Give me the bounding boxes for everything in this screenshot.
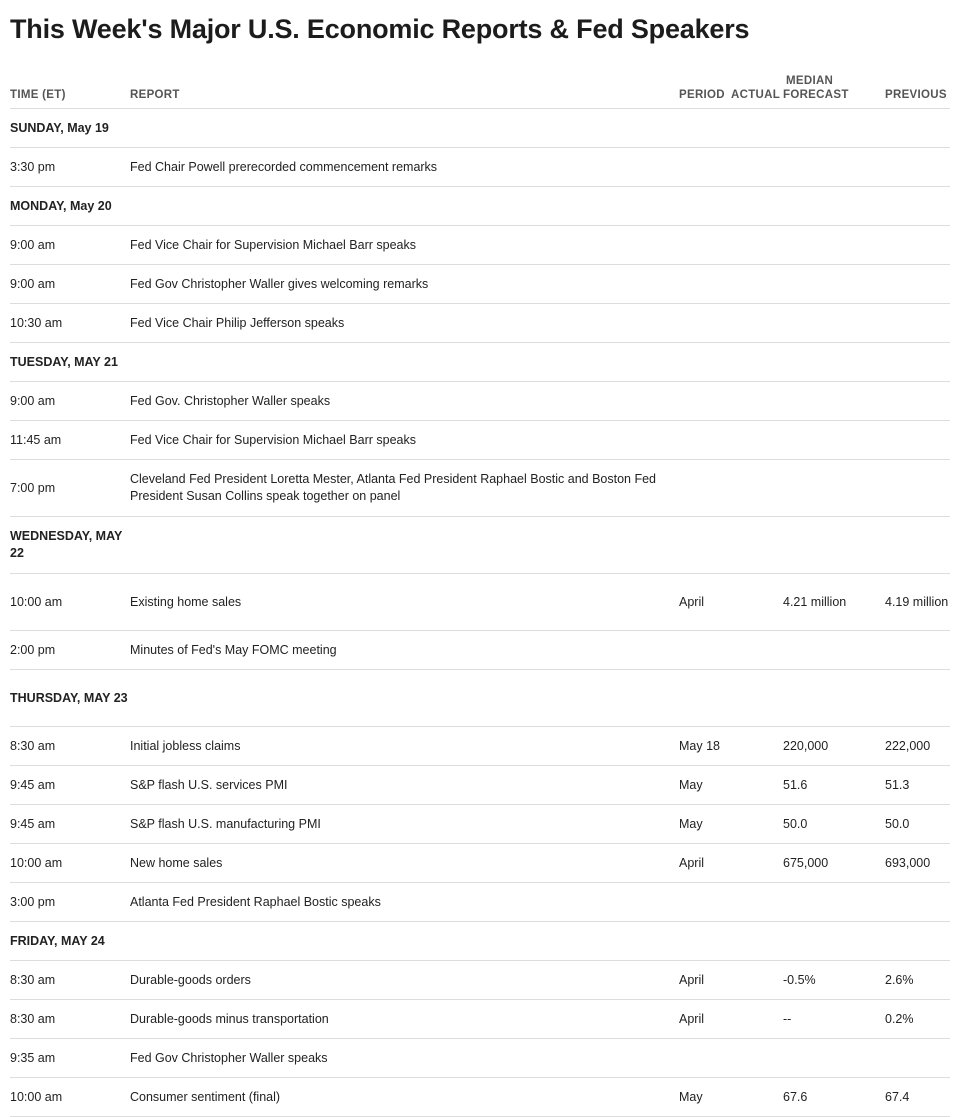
- cell-actual: [731, 148, 783, 187]
- cell-previous: [885, 1039, 950, 1078]
- cell-period: May: [679, 766, 731, 805]
- cell-report: Fed Gov Christopher Waller speaks: [130, 1039, 679, 1078]
- cell-report: Cleveland Fed President Loretta Mester, Atlanta Fed President Raphael Bostic and Boston Fed President Susan Collins speak together on panel: [130, 460, 679, 517]
- day-spacer: [130, 343, 950, 382]
- cell-time: 10:00 am: [10, 574, 130, 631]
- cell-actual: [731, 1078, 783, 1117]
- cell-report: Durable-goods minus transportation: [130, 1000, 679, 1039]
- cell-time: 11:45 am: [10, 421, 130, 460]
- cell-report: Fed Gov. Christopher Waller speaks: [130, 382, 679, 421]
- cell-report: Consumer sentiment (final): [130, 1078, 679, 1117]
- table-row: [10, 1078, 950, 1117]
- table-row: [10, 805, 950, 844]
- cell-report: Atlanta Fed President Raphael Bostic speaks: [130, 883, 679, 922]
- cell-previous: [885, 883, 950, 922]
- day-spacer: [130, 517, 950, 574]
- cell-period: April: [679, 961, 731, 1000]
- cell-report: Minutes of Fed's May FOMC meeting: [130, 631, 679, 670]
- day-label: TUESDAY, MAY 21: [10, 343, 130, 382]
- cell-actual: [731, 265, 783, 304]
- col-previous: PREVIOUS: [885, 60, 950, 109]
- cell-period: April: [679, 844, 731, 883]
- cell-report: Fed Vice Chair for Supervision Michael Barr speaks: [130, 421, 679, 460]
- cell-actual: [731, 382, 783, 421]
- day-spacer: [130, 109, 950, 148]
- cell-time: 7:00 pm: [10, 460, 130, 517]
- cell-report: Existing home sales: [130, 574, 679, 631]
- cell-report: Fed Gov Christopher Waller gives welcoming remarks: [130, 265, 679, 304]
- col-time: TIME (ET): [10, 60, 130, 109]
- cell-previous: [885, 265, 950, 304]
- cell-forecast: 67.6: [783, 1078, 885, 1117]
- cell-report: S&P flash U.S. manufacturing PMI: [130, 805, 679, 844]
- cell-report: New home sales: [130, 844, 679, 883]
- cell-time: 9:45 am: [10, 766, 130, 805]
- cell-forecast: [783, 883, 885, 922]
- cell-time: 9:00 am: [10, 226, 130, 265]
- table-header: [10, 60, 950, 109]
- day-header-row: [10, 343, 950, 382]
- cell-forecast: [783, 304, 885, 343]
- cell-previous: 50.0: [885, 805, 950, 844]
- cell-previous: [885, 148, 950, 187]
- day-label: MONDAY, May 20: [10, 187, 130, 226]
- cell-forecast: [783, 265, 885, 304]
- cell-forecast: --: [783, 1000, 885, 1039]
- cell-forecast: 220,000: [783, 727, 885, 766]
- table-row: [10, 574, 950, 631]
- cell-period: [679, 304, 731, 343]
- cell-period: April: [679, 574, 731, 631]
- day-label: THURSDAY, MAY 23: [10, 670, 130, 727]
- cell-period: May 18: [679, 727, 731, 766]
- cell-forecast: [783, 421, 885, 460]
- cell-actual: [731, 961, 783, 1000]
- cell-previous: [885, 382, 950, 421]
- cell-report: Fed Vice Chair for Supervision Michael Barr speaks: [130, 226, 679, 265]
- cell-time: 9:45 am: [10, 805, 130, 844]
- table-row: [10, 265, 950, 304]
- day-spacer: [130, 670, 950, 727]
- table-row: [10, 226, 950, 265]
- cell-time: 8:30 am: [10, 1000, 130, 1039]
- cell-time: 10:00 am: [10, 1078, 130, 1117]
- cell-actual: [731, 883, 783, 922]
- cell-previous: [885, 304, 950, 343]
- cell-report: Fed Vice Chair Philip Jefferson speaks: [130, 304, 679, 343]
- cell-forecast: -0.5%: [783, 961, 885, 1000]
- cell-actual: [731, 631, 783, 670]
- day-label: FRIDAY, MAY 24: [10, 922, 130, 961]
- cell-period: April: [679, 1000, 731, 1039]
- cell-actual: [731, 460, 783, 517]
- day-header-row: [10, 922, 950, 961]
- cell-forecast: 4.21 million: [783, 574, 885, 631]
- table-row: [10, 766, 950, 805]
- cell-previous: 222,000: [885, 727, 950, 766]
- day-header-row: [10, 187, 950, 226]
- table-row: [10, 844, 950, 883]
- cell-previous: 51.3: [885, 766, 950, 805]
- table-row: [10, 883, 950, 922]
- cell-previous: [885, 460, 950, 517]
- cell-previous: 67.4: [885, 1078, 950, 1117]
- cell-time: 2:00 pm: [10, 631, 130, 670]
- cell-previous: [885, 421, 950, 460]
- cell-forecast: 51.6: [783, 766, 885, 805]
- cell-period: [679, 265, 731, 304]
- day-header-row: [10, 670, 950, 727]
- cell-period: [679, 460, 731, 517]
- cell-period: [679, 421, 731, 460]
- cell-actual: [731, 421, 783, 460]
- day-header-row: [10, 517, 950, 574]
- table-row: [10, 304, 950, 343]
- cell-time: 9:00 am: [10, 382, 130, 421]
- cell-period: [679, 631, 731, 670]
- col-report: REPORT: [130, 60, 679, 109]
- cell-forecast: [783, 226, 885, 265]
- cell-forecast: [783, 631, 885, 670]
- cell-forecast: [783, 1039, 885, 1078]
- table-row: [10, 382, 950, 421]
- cell-forecast: 675,000: [783, 844, 885, 883]
- cell-time: 10:00 am: [10, 844, 130, 883]
- cell-forecast: [783, 148, 885, 187]
- table-row: [10, 1000, 950, 1039]
- cell-time: 3:00 pm: [10, 883, 130, 922]
- day-label: SUNDAY, May 19: [10, 109, 130, 148]
- cell-period: [679, 382, 731, 421]
- day-spacer: [130, 922, 950, 961]
- cell-previous: 2.6%: [885, 961, 950, 1000]
- cell-report: Initial jobless claims: [130, 727, 679, 766]
- table-row: [10, 148, 950, 187]
- cell-report: Fed Chair Powell prerecorded commencement remarks: [130, 148, 679, 187]
- cell-report: S&P flash U.S. services PMI: [130, 766, 679, 805]
- day-spacer: [130, 187, 950, 226]
- cell-report: Durable-goods orders: [130, 961, 679, 1000]
- cell-actual: [731, 1000, 783, 1039]
- cell-actual: [731, 226, 783, 265]
- page-title: This Week's Major U.S. Economic Reports & Fed Speakers: [10, 14, 750, 44]
- cell-period: [679, 883, 731, 922]
- cell-time: 9:00 am: [10, 265, 130, 304]
- table-row: [10, 631, 950, 670]
- cell-actual: [731, 1039, 783, 1078]
- col-actual: ACTUAL: [731, 60, 783, 109]
- col-forecast: [783, 60, 885, 109]
- cell-time: 10:30 am: [10, 304, 130, 343]
- economic-calendar-table: [10, 60, 950, 1117]
- table-row: [10, 421, 950, 460]
- day-label: WEDNESDAY, MAY 22: [10, 517, 130, 574]
- cell-time: 8:30 am: [10, 961, 130, 1000]
- cell-actual: [731, 766, 783, 805]
- day-header-row: [10, 109, 950, 148]
- cell-forecast: [783, 382, 885, 421]
- cell-actual: [731, 805, 783, 844]
- col-period: PERIOD: [679, 60, 731, 109]
- cell-actual: [731, 844, 783, 883]
- cell-actual: [731, 574, 783, 631]
- cell-period: May: [679, 805, 731, 844]
- table-row: [10, 460, 950, 517]
- cell-previous: 4.19 million: [885, 574, 950, 631]
- cell-time: 8:30 am: [10, 727, 130, 766]
- cell-period: [679, 226, 731, 265]
- cell-period: [679, 1039, 731, 1078]
- cell-previous: [885, 226, 950, 265]
- table-row: [10, 1039, 950, 1078]
- cell-forecast: 50.0: [783, 805, 885, 844]
- cell-period: [679, 148, 731, 187]
- table-row: [10, 961, 950, 1000]
- cell-previous: 0.2%: [885, 1000, 950, 1039]
- col-forecast-top: MEDIAN: [786, 75, 834, 87]
- cell-period: May: [679, 1078, 731, 1117]
- cell-time: 3:30 pm: [10, 148, 130, 187]
- cell-forecast: [783, 460, 885, 517]
- cell-previous: 693,000: [885, 844, 950, 883]
- cell-time: 9:35 am: [10, 1039, 130, 1078]
- col-forecast-label: FORECAST: [783, 89, 849, 101]
- cell-actual: [731, 304, 783, 343]
- table-row: [10, 727, 950, 766]
- cell-actual: [731, 727, 783, 766]
- cell-previous: [885, 631, 950, 670]
